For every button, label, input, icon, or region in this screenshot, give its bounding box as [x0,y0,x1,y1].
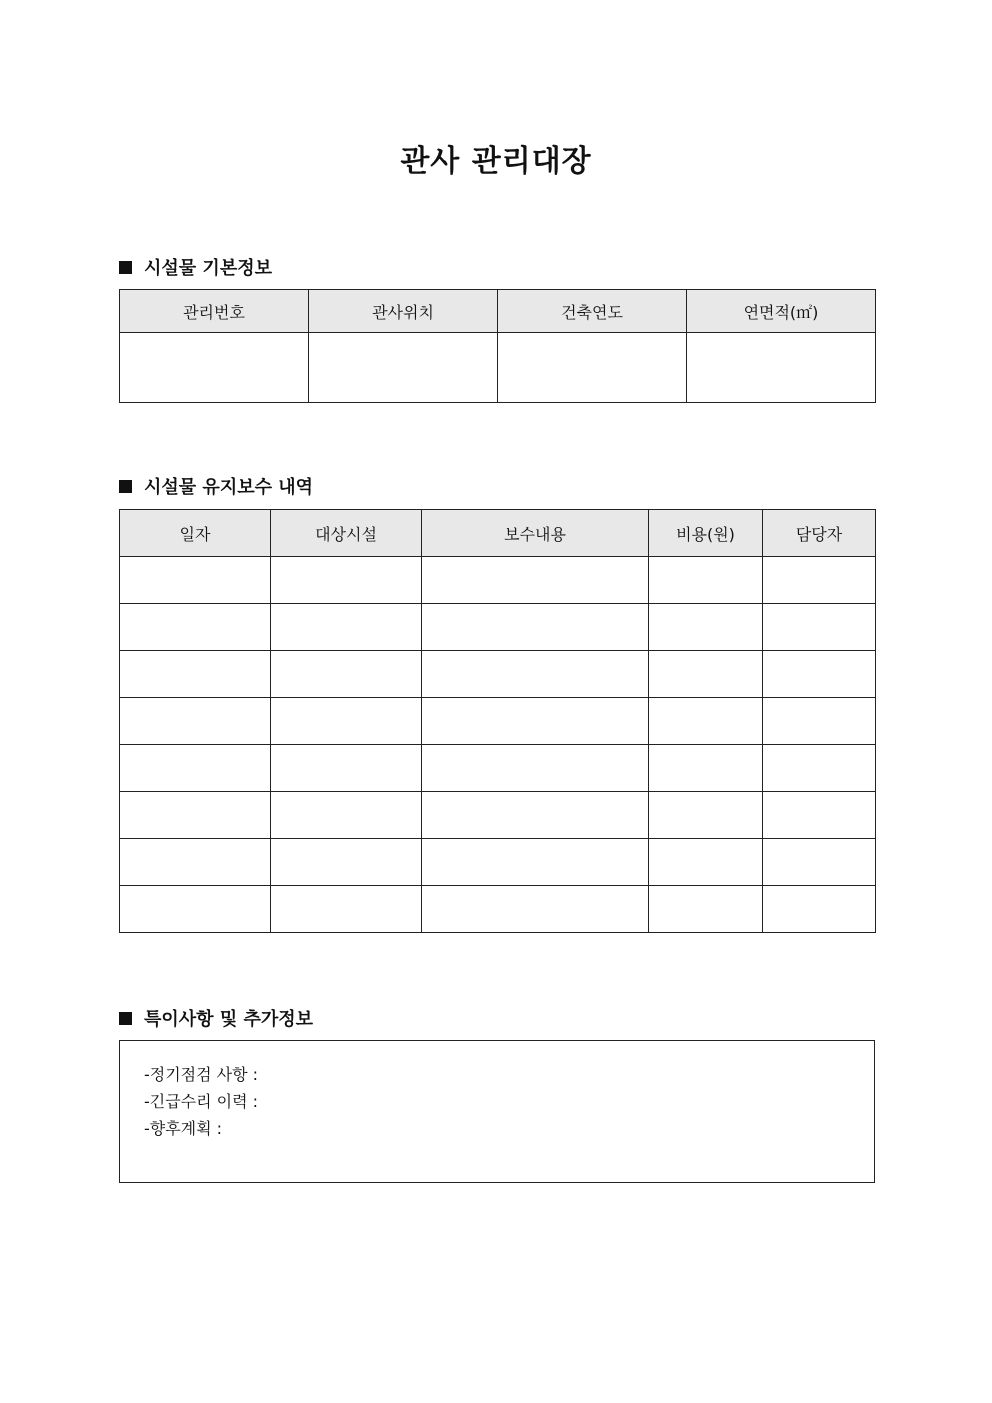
table-row [120,333,876,403]
section-heading-label: 시설물 유지보수 내역 [144,477,314,498]
input-cell[interactable] [649,557,763,604]
input-cell[interactable] [763,604,876,651]
input-cell[interactable] [309,333,498,403]
input-cell[interactable] [120,792,271,839]
input-cell[interactable] [422,604,649,651]
page-title: 관사 관리대장 [400,144,592,179]
note-line-emergency-repair: -긴급수리 이력 : [144,1092,259,1111]
input-cell[interactable] [271,792,422,839]
basic-info-table [119,289,876,403]
input-cell[interactable] [120,604,271,651]
input-cell[interactable] [422,698,649,745]
notes-box[interactable] [119,1040,875,1183]
input-cell[interactable] [271,698,422,745]
input-cell[interactable] [649,604,763,651]
input-cell[interactable] [649,792,763,839]
table-row [120,651,876,698]
input-cell[interactable] [422,792,649,839]
input-cell[interactable] [649,698,763,745]
header-cell: 관사위치 [309,290,498,333]
input-cell[interactable] [120,839,271,886]
input-cell[interactable] [422,839,649,886]
input-cell[interactable] [271,886,422,933]
table-row [120,792,876,839]
input-cell[interactable] [687,333,876,403]
input-cell[interactable] [120,745,271,792]
maintenance-table [119,509,876,933]
input-cell[interactable] [422,886,649,933]
section-heading-basic-info [119,254,272,280]
header-cell: 일자 [120,510,271,557]
input-cell[interactable] [271,651,422,698]
note-line-inspection: -정기점검 사항 : [144,1065,259,1084]
input-cell[interactable] [422,651,649,698]
input-cell[interactable] [649,886,763,933]
square-bullet-icon [119,1012,132,1025]
square-bullet-icon [119,261,132,274]
header-cell: 연면적(㎡) [687,290,876,333]
header-cell: 대상시설 [271,510,422,557]
table-row [120,604,876,651]
header-cell: 건축연도 [498,290,687,333]
header-cell: 관리번호 [120,290,309,333]
header-cell: 비용(원) [649,510,763,557]
section-heading-label: 특이사항 및 추가정보 [144,1009,314,1030]
input-cell[interactable] [763,745,876,792]
input-cell[interactable] [649,651,763,698]
input-cell[interactable] [763,886,876,933]
input-cell[interactable] [763,651,876,698]
input-cell[interactable] [763,792,876,839]
input-cell[interactable] [120,651,271,698]
input-cell[interactable] [271,745,422,792]
input-cell[interactable] [498,333,687,403]
table-row [120,839,876,886]
table-row [120,698,876,745]
table-row [120,557,876,604]
section-heading-notes [119,1005,313,1031]
table-row [120,886,876,933]
input-cell[interactable] [422,557,649,604]
header-cell: 보수내용 [422,510,649,557]
input-cell[interactable] [271,557,422,604]
input-cell[interactable] [120,557,271,604]
table-row [120,745,876,792]
input-cell[interactable] [763,557,876,604]
input-cell[interactable] [120,886,271,933]
input-cell[interactable] [649,745,763,792]
input-cell[interactable] [763,698,876,745]
section-heading-label: 시설물 기본정보 [144,258,272,279]
input-cell[interactable] [422,745,649,792]
table-header-row [120,510,876,557]
section-heading-maintenance [119,473,313,499]
input-cell[interactable] [271,839,422,886]
table-header-row [120,290,876,333]
square-bullet-icon [119,480,132,493]
input-cell[interactable] [120,698,271,745]
header-cell: 담당자 [763,510,876,557]
note-line-future-plan: -향후계획 : [144,1119,223,1138]
input-cell[interactable] [649,839,763,886]
input-cell[interactable] [763,839,876,886]
input-cell[interactable] [120,333,309,403]
input-cell[interactable] [271,604,422,651]
